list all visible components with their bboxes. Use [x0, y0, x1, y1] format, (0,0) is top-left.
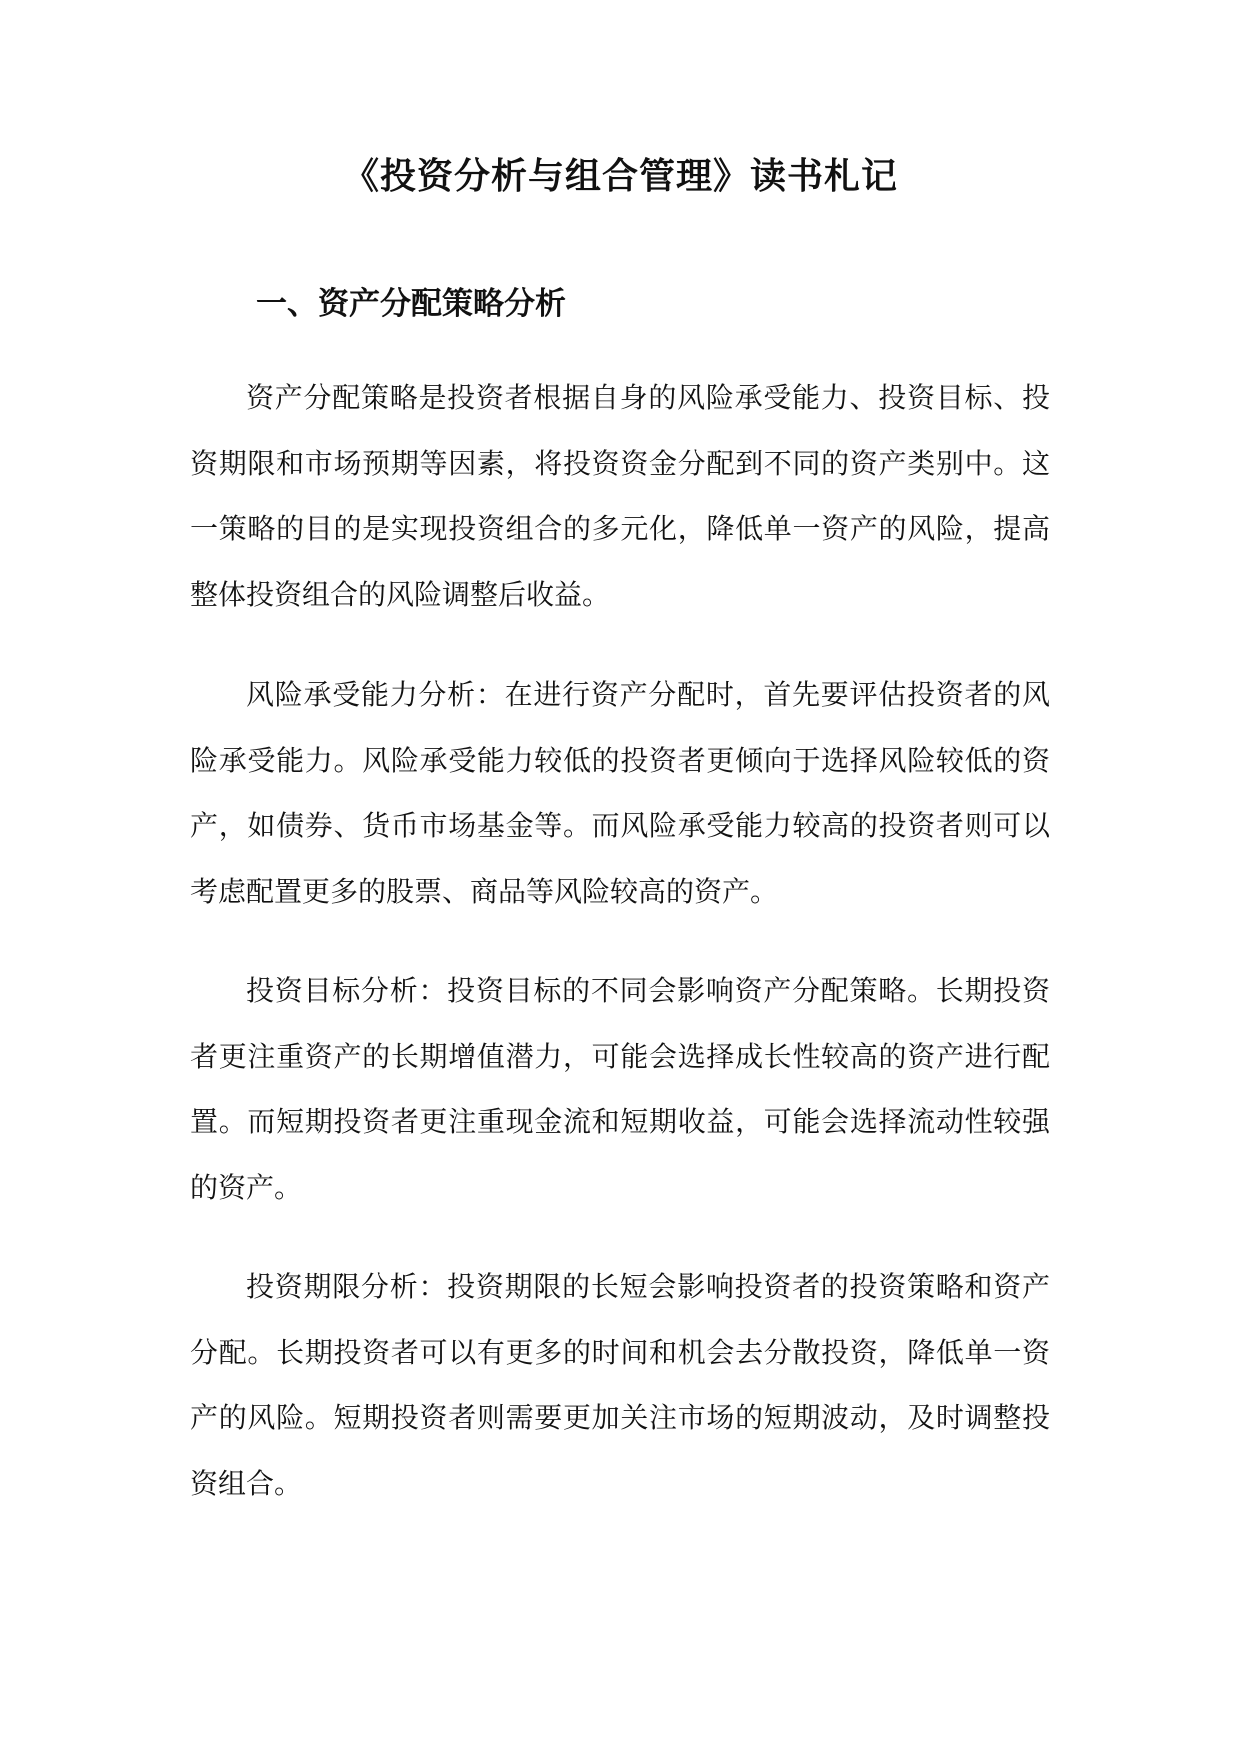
paragraph-investment-goals: 投资目标分析：投资目标的不同会影响资产分配策略。长期投资者更注重资产的长期增值潜力，可能会选择成长性较高的资产进行配置。而短期投资者更注重现金流和短期收益，可能会选择流动性较强的资产。 [190, 974, 1050, 1204]
paragraph-investment-horizon: 投资期限分析：投资期限的长短会影响投资者的投资策略和资产分配。长期投资者可以有更多的时间和机会去分散投资，降低单一资产的风险。短期投资者则需要更加关注市场的短期波动，及时调整投资组合。 [190, 1270, 1050, 1500]
section-heading: 一、资产分配策略分析 [256, 286, 566, 322]
paragraph-risk-tolerance: 风险承受能力分析：在进行资产分配时，首先要评估投资者的风险承受能力。风险承受能力较低的投资者更倾向于选择风险较低的资产，如债券、货币市场基金等。而风险承受能力较高的投资者则可以考虑配置更多的股票、商品等风险较高的资产。 [190, 678, 1050, 908]
paragraph-asset-allocation-intro: 资产分配策略是投资者根据自身的风险承受能力、投资目标、投资期限和市场预期等因素，将投资资金分配到不同的资产类别中。这一策略的目的是实现投资组合的多元化，降低单一资产的风险，提高整体投资组合的风险调整后收益。 [190, 381, 1050, 611]
document-title: 《投资分析与组合管理》读书札记 [342, 155, 898, 197]
